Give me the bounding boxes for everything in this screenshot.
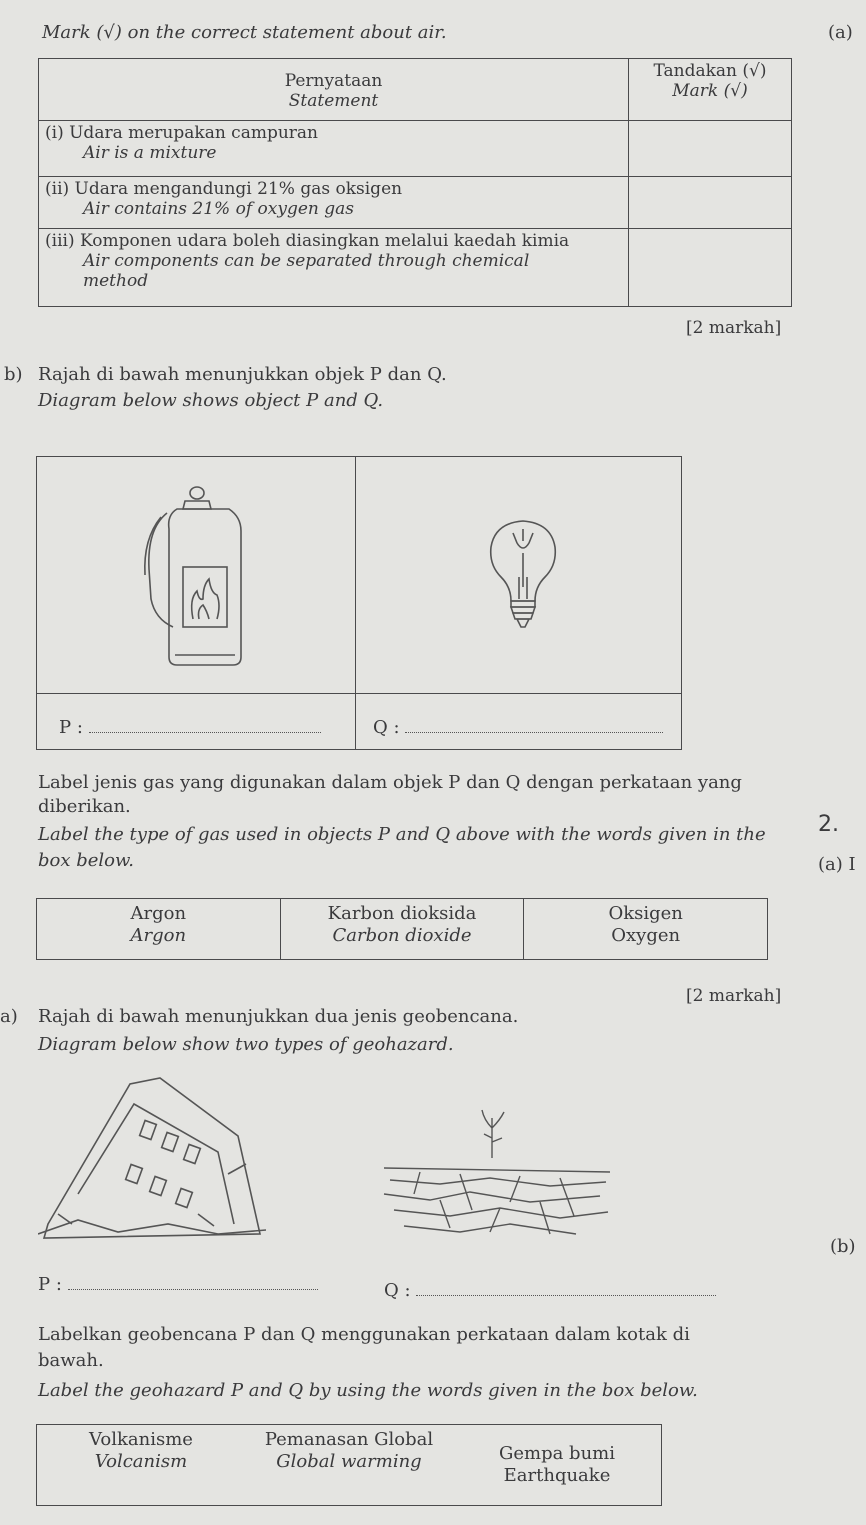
object-p-label: P :	[59, 717, 83, 738]
mark-cell-2[interactable]	[629, 177, 792, 229]
q1b-marks: [2 markah]	[686, 986, 782, 1006]
word-global-warming	[245, 1425, 453, 1505]
statement-row-3-en2: method	[83, 271, 149, 291]
q2a-text-en: Diagram below show two types of geohazard.	[38, 1034, 454, 1055]
figure-label-divider	[37, 693, 681, 694]
statement-row-1-en: Air is a mixture	[83, 143, 217, 163]
word-argon	[37, 899, 281, 959]
word-volcanism-en: Volcanism	[94, 1451, 188, 1472]
word-global-warming-en: Global warming	[276, 1451, 422, 1472]
light-bulb-icon	[483, 517, 563, 637]
statement-header	[39, 59, 629, 121]
statement-row-1-ms: (i) Udara merupakan campuran	[45, 123, 318, 143]
object-p-answer-line[interactable]	[89, 732, 321, 733]
mark-header-ms: Tandakan (√)	[653, 61, 767, 81]
statement-row-2-ms: (ii) Udara mengandungi 21% gas oksigen	[45, 179, 403, 199]
statement-row-2-en: Air contains 21% of oxygen gas	[83, 199, 355, 219]
q2a-instr-ms-2: bawah.	[38, 1350, 104, 1371]
word-carbon-dioxide-ms: Karbon dioksida	[327, 903, 477, 924]
q1b-instr-en-2: box below.	[38, 850, 134, 871]
word-carbon-dioxide-en: Carbon dioxide	[332, 925, 472, 946]
q2a-label: a)	[0, 1006, 18, 1027]
q1b-text-ms: Rajah di bawah menunjukkan objek P dan Q.	[38, 364, 447, 385]
hazard-p-label: P :	[38, 1274, 62, 1295]
objects-figure	[36, 456, 682, 750]
q1b-instr-en-1: Label the type of gas used in objects P and Q above with the words given in the	[38, 824, 766, 845]
mark-header	[629, 59, 792, 121]
object-q-answer[interactable]	[373, 717, 663, 738]
figure-divider	[355, 457, 356, 749]
word-volcanism	[37, 1425, 245, 1505]
statement-row-3-en: Air components can be separated through chemical	[83, 251, 530, 271]
fire-extinguisher-icon	[137, 479, 277, 675]
hazard-p-answer[interactable]	[38, 1274, 318, 1295]
statement-header-en: Statement	[288, 91, 379, 111]
statement-table	[38, 58, 792, 307]
object-q-label: Q :	[373, 717, 400, 738]
q1b-instr-ms-2: diberikan.	[38, 796, 131, 817]
q2-side-label: (a) I	[818, 854, 856, 875]
word-earthquake	[453, 1425, 661, 1505]
word-oxygen-ms: Oksigen	[608, 903, 683, 924]
gas-word-box	[36, 898, 768, 960]
q1a-marks: [2 markah]	[686, 318, 782, 338]
word-earthquake-en: Earthquake	[503, 1465, 611, 1486]
object-p-answer[interactable]	[59, 717, 321, 738]
statement-row-2	[39, 177, 629, 229]
hazard-q-answer[interactable]	[384, 1280, 716, 1301]
word-oxygen-en: Oxygen	[611, 925, 681, 946]
mark-cell-1[interactable]	[629, 121, 792, 177]
statement-row-3-ms: (iii) Komponen udara boleh diasingkan melalui kaedah kimia	[45, 231, 570, 251]
word-earthquake-ms: Gempa bumi	[498, 1443, 615, 1464]
hazard-q-label: Q :	[384, 1280, 411, 1301]
q1b-label: b)	[4, 364, 23, 385]
q1b-text-en: Diagram below shows object P and Q.	[38, 390, 384, 411]
word-global-warming-ms: Pemanasan Global	[264, 1429, 434, 1450]
hazard-q-answer-line[interactable]	[416, 1295, 716, 1296]
word-oxygen	[524, 899, 767, 959]
q2-side-number: 2.	[818, 812, 839, 837]
q1a-side-label: (a)	[828, 22, 853, 43]
object-q-answer-line[interactable]	[405, 732, 663, 733]
collapsed-building-icon	[38, 1074, 266, 1246]
cracked-ground-icon	[380, 1098, 612, 1248]
mark-cell-3[interactable]	[629, 229, 792, 307]
q1b-instr-ms-1: Label jenis gas yang digunakan dalam objek P dan Q dengan perkataan yang	[38, 772, 742, 793]
hazard-p-answer-line[interactable]	[68, 1289, 318, 1290]
q2a-instr-ms-1: Labelkan geobencana P dan Q menggunakan perkataan dalam kotak di	[38, 1324, 690, 1345]
word-argon-ms: Argon	[130, 903, 187, 924]
q2a-instr-en: Label the geohazard P and Q by using the words given in the box below.	[38, 1380, 698, 1401]
statement-row-3	[39, 229, 629, 307]
statement-row-1	[39, 121, 629, 177]
word-argon-en: Argon	[130, 925, 187, 946]
q2a-side-label: (b)	[830, 1236, 856, 1257]
word-volcanism-ms: Volkanisme	[89, 1429, 193, 1450]
geohazard-word-box	[36, 1424, 662, 1506]
q1a-instruction: Mark (√) on the correct statement about air.	[42, 22, 447, 43]
statement-header-ms: Pernyataan	[284, 71, 383, 91]
word-carbon-dioxide	[281, 899, 525, 959]
q2a-text-ms: Rajah di bawah menunjukkan dua jenis geobencana.	[38, 1006, 519, 1027]
mark-header-en: Mark (√)	[672, 81, 748, 101]
